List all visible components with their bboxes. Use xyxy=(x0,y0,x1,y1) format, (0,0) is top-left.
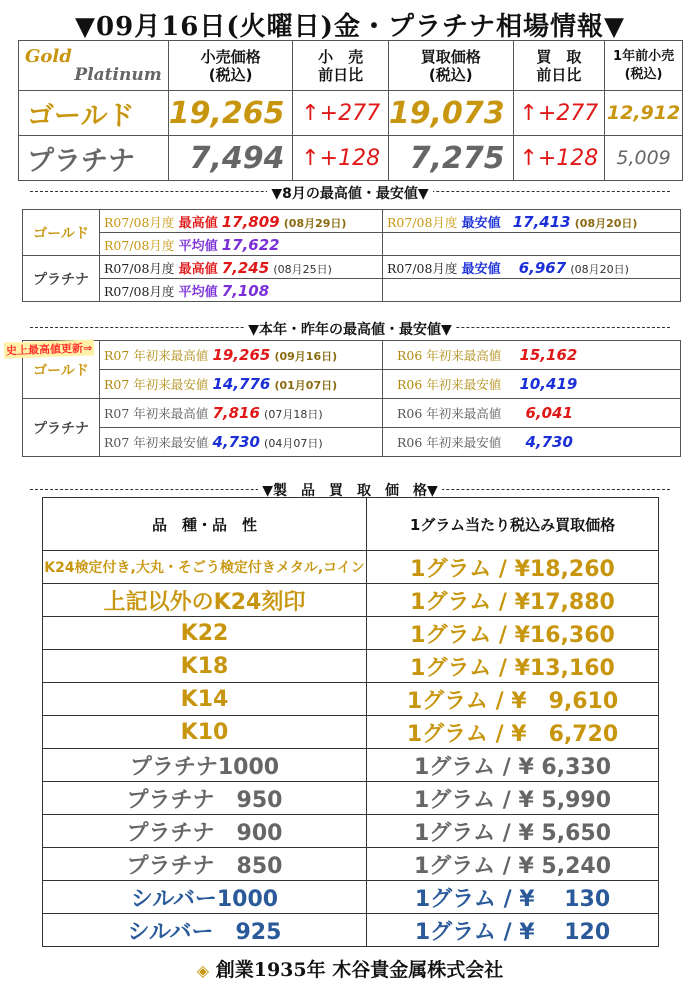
company-name: 創業1935年 木谷貴金属株式会社 xyxy=(215,959,504,981)
monthly-table xyxy=(22,209,681,302)
platinum-retail: 7,494 xyxy=(168,136,293,181)
product-price: 1グラム / ¥18,260 xyxy=(367,551,659,584)
product-price: 1グラム / ¥ 130 xyxy=(367,881,659,914)
logo-gold-text: Gold xyxy=(25,45,72,67)
product-name: K10 xyxy=(43,716,367,749)
logo-platinum-text: Platinum xyxy=(74,64,162,85)
monthly-platinum-low: R07/08月度 最安値 6,967 (08月20日) xyxy=(383,256,681,279)
gold-buy-change: ↑+277 xyxy=(513,91,605,136)
header-year-ago: 1年前小売 (税込) xyxy=(605,41,683,91)
products-header-row xyxy=(43,498,659,551)
table-row xyxy=(43,716,659,749)
yearly-gold-name: ゴールド xyxy=(23,341,100,399)
platinum-year-ago: 5,009 xyxy=(605,136,683,181)
header-buy-change: 買 取 前日比 xyxy=(513,41,605,91)
product-price: 1グラム / ¥16,360 xyxy=(367,617,659,650)
product-name: プラチナ 900 xyxy=(43,815,367,848)
table-row xyxy=(43,881,659,914)
table-row xyxy=(43,815,659,848)
table-row xyxy=(43,848,659,881)
table-row xyxy=(43,782,659,815)
monthly-gold-high: R07/08月度 最高値 17,809 (08月29日) xyxy=(100,210,383,233)
monthly-platinum-empty xyxy=(383,279,681,302)
header-buy: 買取価格 (税込) xyxy=(388,41,513,91)
yearly-gold-row1 xyxy=(23,341,681,370)
product-name: プラチナ 850 xyxy=(43,848,367,881)
yearly-gold-r07-low: R07 年初来最安値 14,776 (01月07日) xyxy=(100,370,383,399)
yearly-gold-r07-high: R07 年初来最高値 19,265 (09月16日) xyxy=(100,341,383,370)
diamond-logo-icon: ◈ xyxy=(196,961,210,980)
products-section-title: ▼製 品 買 取 価 格▼ xyxy=(0,480,700,500)
product-name: プラチナ 950 xyxy=(43,782,367,815)
product-name: シルバー 925 xyxy=(43,914,367,947)
monthly-platinum-name: プラチナ xyxy=(23,256,100,302)
monthly-platinum-row1 xyxy=(23,256,681,279)
yearly-platinum-r06-low: R06 年初来最安値 4,730 xyxy=(383,428,681,457)
product-price: 1グラム / ¥ 6,720 xyxy=(367,716,659,749)
yearly-platinum-row1 xyxy=(23,399,681,428)
gold-name: ゴールド xyxy=(19,91,169,136)
products-header-type: 品 種・品 性 xyxy=(43,498,367,551)
table-row xyxy=(43,749,659,782)
monthly-gold-row1 xyxy=(23,210,681,233)
products-header-price: 1グラム当たり税込み買取価格 xyxy=(367,498,659,551)
record-high-badge: 史上最高値更新⇒ xyxy=(4,339,95,358)
monthly-gold-empty xyxy=(383,233,681,256)
price-table-header xyxy=(19,41,683,91)
table-row xyxy=(43,650,659,683)
gold-retail: 19,265 xyxy=(168,91,293,136)
yearly-platinum-r07-low: R07 年初来最安値 4,730 (04月07日) xyxy=(100,428,383,457)
product-price: 1グラム / ¥ 5,650 xyxy=(367,815,659,848)
platinum-name: プラチナ xyxy=(19,136,169,181)
yearly-section-title: ▼本年・昨年の最高値・最安値▼ xyxy=(0,319,700,339)
yearly-gold-row2 xyxy=(23,370,681,399)
price-table xyxy=(18,40,683,181)
yearly-platinum-r07-high: R07 年初来最高値 7,816 (07月18日) xyxy=(100,399,383,428)
product-name: シルバー1000 xyxy=(43,881,367,914)
brand-logo xyxy=(19,41,169,91)
table-row xyxy=(43,683,659,716)
product-name: K22 xyxy=(43,617,367,650)
product-price: 1グラム / ¥ 6,330 xyxy=(367,749,659,782)
price-row-platinum xyxy=(19,136,683,181)
yearly-platinum-name: プラチナ xyxy=(23,399,100,457)
gold-year-ago: 12,912 xyxy=(605,91,683,136)
yearly-table xyxy=(22,340,681,457)
product-name: K18 xyxy=(43,650,367,683)
product-price: 1グラム / ¥ 9,610 xyxy=(367,683,659,716)
platinum-buy-change: ↑+128 xyxy=(513,136,605,181)
yearly-gold-r06-high: R06 年初来最高値 15,162 xyxy=(383,341,681,370)
products-table xyxy=(42,497,659,947)
yearly-platinum-row2 xyxy=(23,428,681,457)
price-row-gold xyxy=(19,91,683,136)
monthly-platinum-high: R07/08月度 最高値 7,245 (08月25日) xyxy=(100,256,383,279)
yearly-gold-r06-low: R06 年初来最安値 10,419 xyxy=(383,370,681,399)
table-row xyxy=(43,617,659,650)
product-price: 1グラム / ¥ 120 xyxy=(367,914,659,947)
table-row xyxy=(43,551,659,584)
monthly-platinum-row2 xyxy=(23,279,681,302)
table-row xyxy=(43,584,659,617)
monthly-gold-low: R07/08月度 最安値 17,413 (08月20日) xyxy=(383,210,681,233)
table-row xyxy=(43,914,659,947)
company-footer xyxy=(0,955,700,982)
product-price: 1グラム / ¥ 5,240 xyxy=(367,848,659,881)
monthly-gold-row2 xyxy=(23,233,681,256)
gold-buy: 19,073 xyxy=(388,91,513,136)
monthly-gold-name: ゴールド xyxy=(23,210,100,256)
product-price: 1グラム / ¥13,160 xyxy=(367,650,659,683)
monthly-section-title: ▼8月の最高値・最安値▼ xyxy=(0,183,700,203)
product-price: 1グラム / ¥ 5,990 xyxy=(367,782,659,815)
product-name: プラチナ1000 xyxy=(43,749,367,782)
monthly-gold-avg: R07/08月度 平均値 17,622 xyxy=(100,233,383,256)
platinum-retail-change: ↑+128 xyxy=(293,136,388,181)
product-price: 1グラム / ¥17,880 xyxy=(367,584,659,617)
page-title: ▼09月16日(火曜日)金・プラチナ相場情報▼ xyxy=(75,12,625,42)
yearly-platinum-r06-high: R06 年初来最高値 6,041 xyxy=(383,399,681,428)
product-name: K24検定付き,大丸・そごう検定付きメタル,コイン xyxy=(43,551,367,584)
product-name: K14 xyxy=(43,683,367,716)
monthly-platinum-avg: R07/08月度 平均値 7,108 xyxy=(100,279,383,302)
header-retail-change: 小 売 前日比 xyxy=(293,41,388,91)
gold-retail-change: ↑+277 xyxy=(293,91,388,136)
header-retail: 小売価格 (税込) xyxy=(168,41,293,91)
product-name: 上記以外のK24刻印 xyxy=(43,584,367,617)
platinum-buy: 7,275 xyxy=(388,136,513,181)
